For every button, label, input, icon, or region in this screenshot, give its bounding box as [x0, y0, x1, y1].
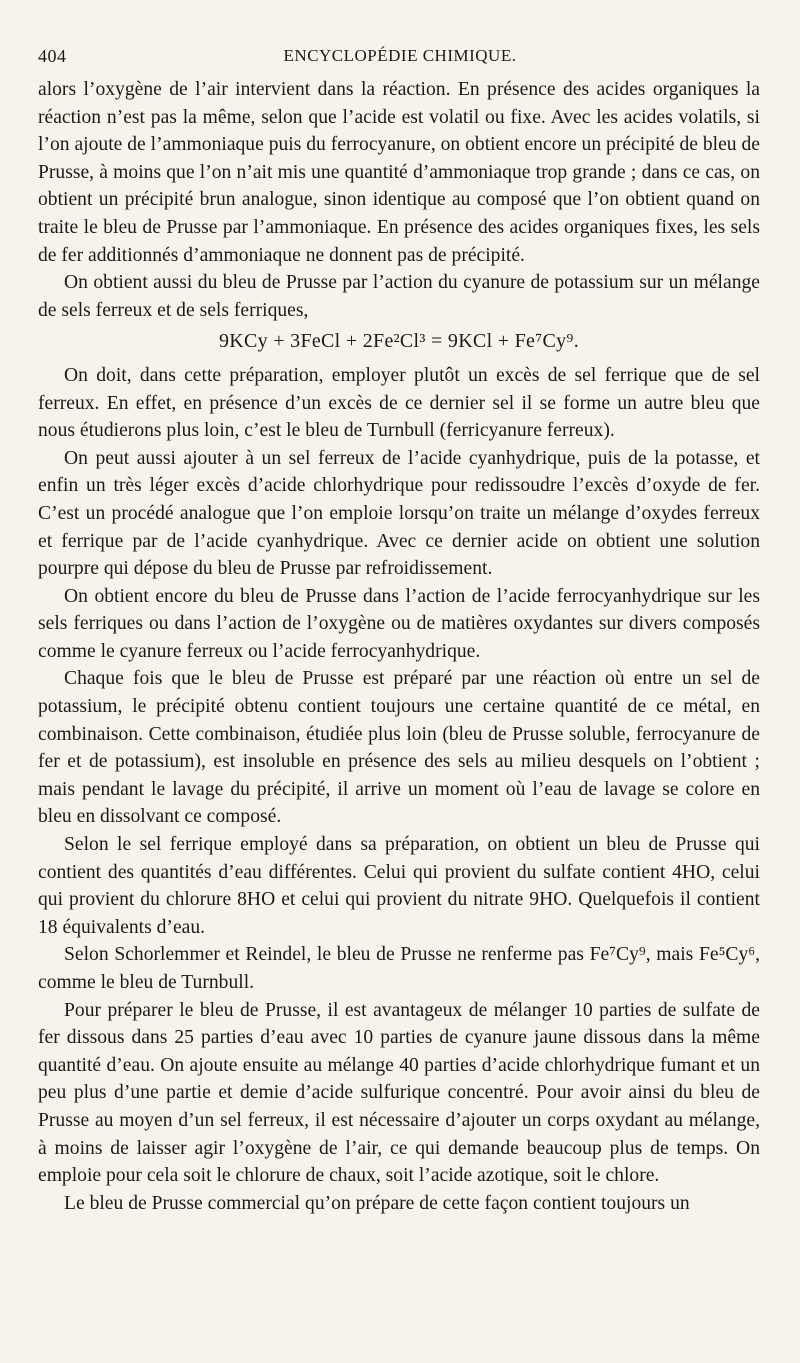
paragraph: Selon le sel ferrique employé dans sa préparation, on obtient un bleu de Prusse qui contient des quantités d’eau différentes. Celui qui provient du sulfate contient 4HO, celui qui provient du chlorure 8HO et celui qui provient du nitrate 9HO. Quelquefois il contient 18 équivalents d’eau.: [38, 834, 760, 938]
paragraph: Pour préparer le bleu de Prusse, il est avantageux de mélanger 10 parties de sulfate de fer dissous dans 25 parties d’eau avec 10 parties de cyanure jaune dissous dans la même quantité d’eau. On ajoute ensuite au mélange 40 parties d’acide chlorhydrique fumant et un peu plus d’une partie et demie d’acide sulfurique concentré. Pour avoir ainsi du bleu de Prusse au moyen d’un sel ferreux, il est nécessaire d’ajouter un corps oxydant au mélange, à moins de laisser agir l’oxygène de l’air, ce qui demande beaucoup plus de temps. On emploie pour cela soit le chlorure de chaux, soit l’acide azotique, soit le chlore.: [38, 999, 760, 1187]
paragraph: Le bleu de Prusse commercial qu’on prépare de cette façon contient toujours un: [64, 1192, 690, 1214]
chemical-equation: 9KCy + 3FeCl + 2Fe²Cl³ = 9KCl + Fe⁷Cy⁹.: [218, 330, 579, 353]
paragraph: Selon Schorlemmer et Reindel, le bleu de Prusse ne renferme pas Fe⁷Cy⁹, mais Fe⁵Cy⁶, comme le bleu de Turnbull.: [38, 944, 760, 993]
paragraph: On obtient aussi du bleu de Prusse par l’action du cyanure de potassium sur un mélange de sels ferreux et de sels ferriques,: [38, 272, 760, 321]
paragraph: On peut aussi ajouter à un sel ferreux de l’acide cyanhydrique, puis de la potasse, et enfin un très léger excès d’acide chlorhydrique pour redissoudre l’excès d’oxyde de fer. C’est un procédé analogue que l’on emploie lorsqu’on traite un mélange d’oxydes ferreux et ferrique par de l’acide cyanhydrique. Avec ce dernier acide on obtient une solution pourpre qui dépose du bleu de Prusse par refroidissement.: [38, 447, 760, 580]
paragraph-continued: alors l’oxygène de l’air intervient dans la réaction. En présence des acides organiques la réaction n’est pas la même, selon que l’acide est volatil ou fixe. Avec les acides volatils, si l’on ajoute de l’ammoniaque puis du ferrocyanure, on obtient encore un précipité de bleu de Prusse, à moins que l’on n’ait mis une quantité d’ammoniaque trop grande ; dans ce cas, on obtient un précipité brun analogue, sinon identique au composé que l’on obtient quand on traite le bleu de Prusse par l’ammoniaque. En présence des acides organiques fixes, les sels de fer additionnés d’ammoniaque ne donnent pas de précipité.: [38, 79, 760, 266]
paragraph: Chaque fois que le bleu de Prusse est préparé par une réaction où entre un sel de potassium, le précipité obtenu contient toujours une certaine quantité de ce métal, en combinaison. Cette combinaison, étudiée plus loin (bleu de Prusse soluble, ferrocyanure de fer et de potassium), est insoluble en présence des sels au milieu desquels on l’obtient ; mais pendant le lavage du précipité, il arrive un moment où l’eau de lavage se colore en bleu en dissolvant ce composé.: [38, 668, 760, 828]
paragraph: On doit, dans cette préparation, employer plutôt un excès de sel ferrique que de sel ferreux. En effet, en présence d’un excès de ce dernier sel il se forme un autre bleu que nous étudierons plus loin, c’est le bleu de Turnbull (ferricyanure ferreux).: [38, 364, 760, 442]
body-text: [38, 76, 760, 1217]
page-number: 404: [38, 46, 67, 66]
paragraph: On obtient encore du bleu de Prusse dans l’action de l’acide ferrocyanhydrique sur les sels ferriques ou dans l’action de l’oxygène ou de matières oxydantes sur divers composés comme le cyanure ferreux ou l’acide ferrocyanhydrique.: [38, 585, 760, 662]
running-title: ENCYCLOPÉDIE CHIMIQUE.: [283, 46, 517, 65]
page-header: [38, 40, 762, 70]
